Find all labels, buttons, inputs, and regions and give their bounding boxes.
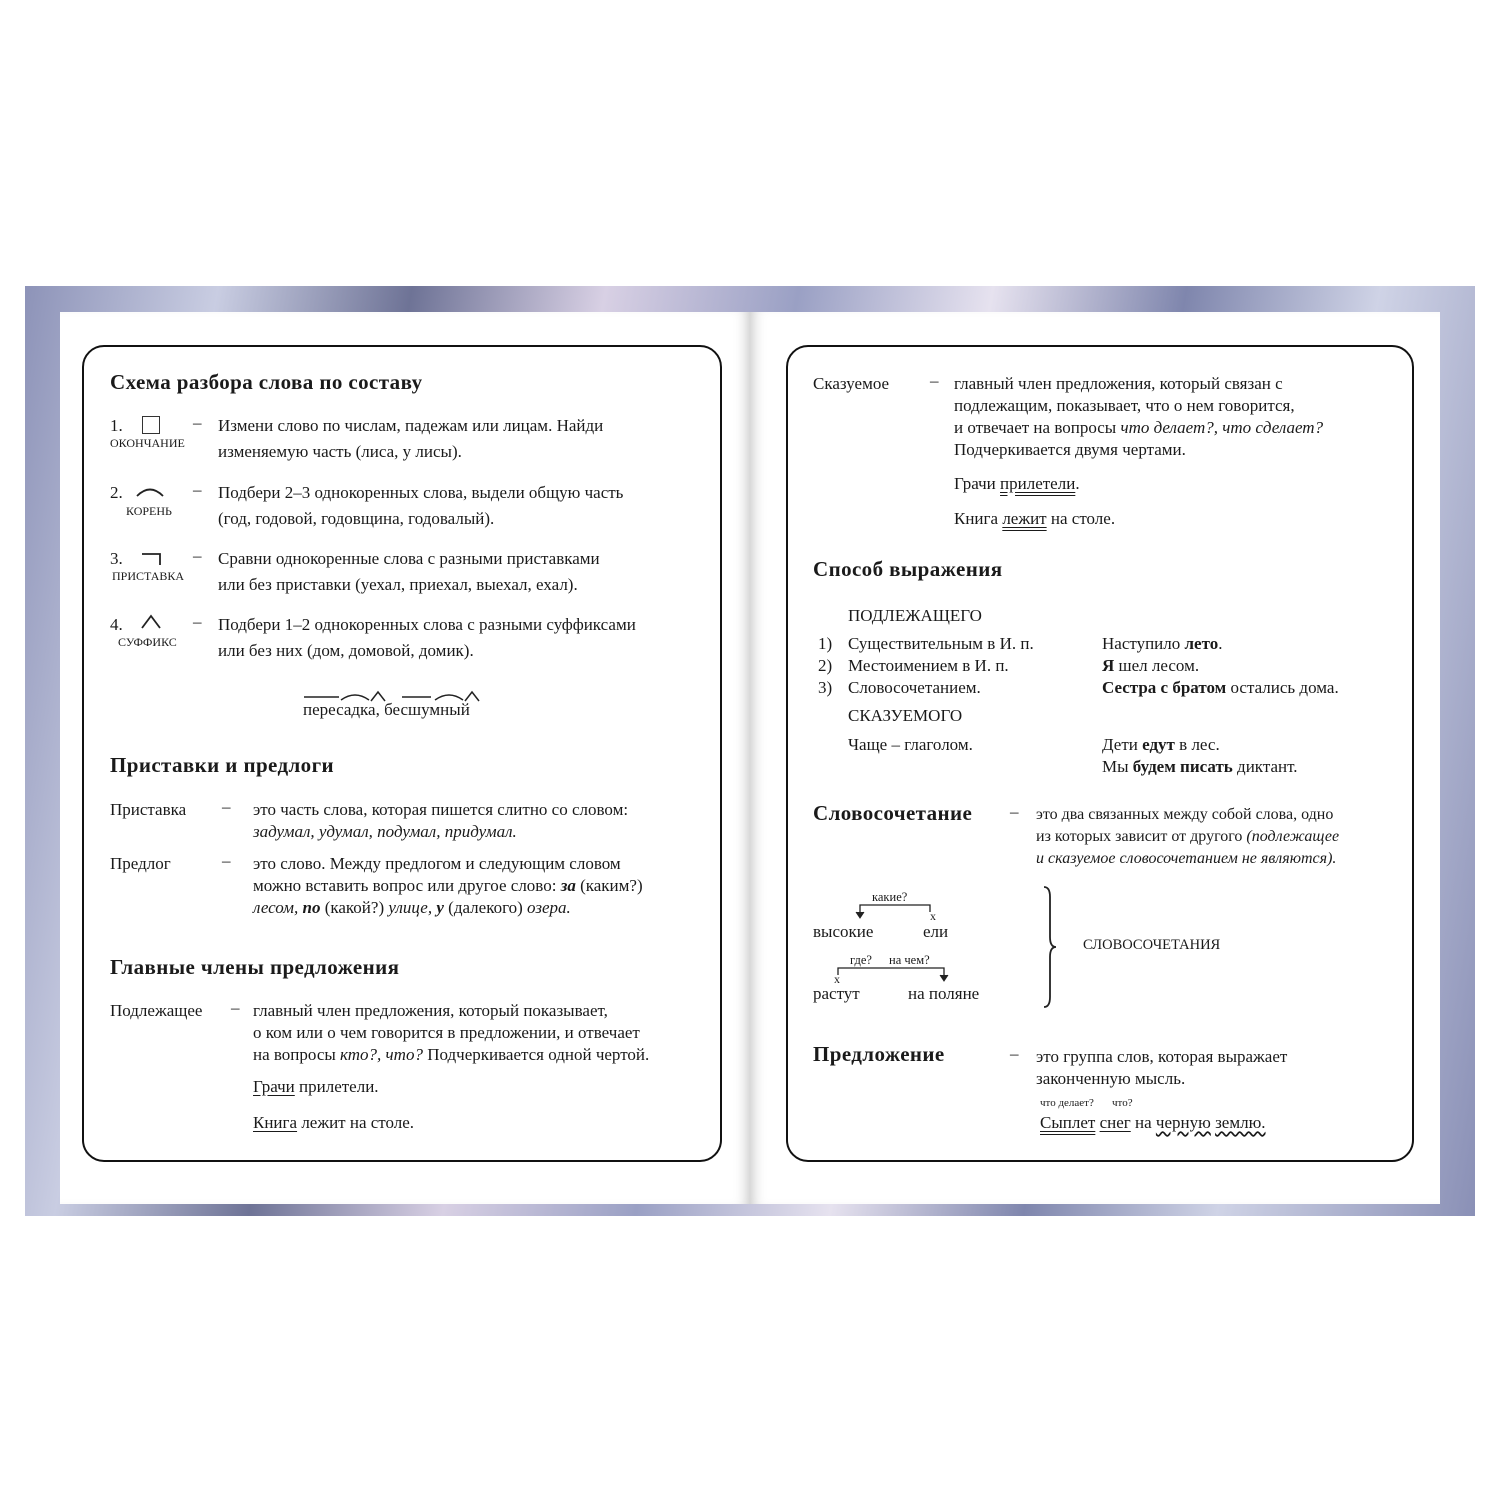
subject-def-1: главный член предложения, который показывает, [253,1001,608,1020]
diagram-1-word-1: высокие [813,922,874,941]
prefix-example: придумал. [444,822,517,841]
subject-word: Книга [253,1113,298,1132]
item-4-text-a: Подбери 1–2 однокоренных слова с разными суффиксами [218,615,636,634]
prefix-example: подумал, [377,822,441,841]
subj-row-1-way: Существительным в И. п. [848,634,1034,653]
prefix-examples [253,819,517,845]
morpheme-marks [303,691,503,703]
prefixes-title: Приставки и предлоги [110,753,335,777]
ex-post: остались дома. [1230,678,1339,697]
prefix-example: удумал, [318,822,373,841]
predicate-ex-rest: на столе. [1050,509,1116,528]
phrase-title: Словосочетание [813,801,973,825]
prep-ex: (каким?) [580,876,643,895]
prep-ex: озера. [527,898,571,917]
sentence-example [1040,1110,1266,1136]
prep-ex: по [302,898,321,917]
item-3-label: ПРИСТАВКА [112,569,185,583]
item-3-dash: – [193,546,202,565]
sentence-object: землю. [1215,1113,1266,1132]
predicate-header: СКАЗУЕМОГО [848,706,963,725]
item-2-dash: – [193,480,202,499]
pred-ex-line-2 [1102,754,1298,780]
ex-bold: будем писать [1132,757,1233,776]
prefix-icon [140,552,162,566]
prep-ex: у [436,898,444,917]
ex-word: диктант. [1237,757,1298,776]
item-1-text-a: Измени слово по числам, падежам или лицам. Найди [218,416,604,435]
diagram-2-question-2: на чем? [889,953,930,967]
item-4-label: СУФФИКС [118,635,177,649]
ending-icon [142,416,160,434]
phrase-def-2a: из которых зависит от другого [1036,828,1243,845]
prep-ex: за [560,876,576,895]
predicate-ex-word: Грачи [954,474,996,493]
sentence-word: на [1135,1113,1152,1132]
subj-row-3-num: 3) [818,678,833,697]
ex-bold: лето [1184,634,1219,653]
predicate-def-2: подлежащим, показывает, что о нем говорится, [954,396,1295,415]
predicate-ex-word: Книга [954,509,999,528]
predicate-def-4: Подчеркивается двумя чертами. [954,440,1186,459]
brace-icon [1040,885,1060,1009]
subj-row-2-num: 2) [818,656,833,675]
morpheme-example: пересадка, бесшумный [303,700,470,719]
item-2-text-a: Подбери 2–3 однокоренных слова, выдели общую часть [218,483,624,502]
subject-header: ПОДЛЕЖАЩЕГО [848,606,982,625]
prep-example-line [253,895,571,921]
ex-bold: едут [1142,735,1175,754]
item-2-label: КОРЕНЬ [126,504,172,518]
subject-def-3c: Подчеркивается одной чертой. [427,1045,650,1064]
item-2-num: 2. [110,483,123,502]
diagram-1-question: какие? [872,890,908,904]
predicate-dash: – [930,371,939,390]
phrase-dash: – [1010,802,1019,821]
prefix-def: это часть слова, которая пишется слитно со словом: [253,800,629,819]
diagram-2-question-1: где? [850,953,872,967]
item-4-text-b: или без них (дом, домовой, домик). [218,641,474,660]
phrase-def-3: и сказуемое словосочетанием не являются). [1036,850,1337,867]
diagram-1-arrow [852,904,942,920]
predicate-word: лежит [1002,509,1047,528]
diagram-2-word-2: на поляне [908,984,980,1003]
prep-def-2: можно вставить вопрос или другое слово: [253,876,557,895]
ex-post: . [1218,634,1223,653]
sentence-dash: – [1010,1044,1019,1063]
subj-row-1-num: 1) [818,634,833,653]
subj-row-3-way: Словосочетанием. [848,678,981,697]
sentence-def-2: законченную мысль. [1036,1069,1186,1088]
phrase-def-2i: (подлежащее [1246,828,1340,845]
prefix-dash: – [222,797,231,816]
prep-ex: (какой?) [324,898,385,917]
prep-dash: – [222,851,231,870]
predicate-term: Сказуемое [813,374,890,393]
prep-ex: лесом, [253,898,299,917]
subject-def-3 [253,1042,649,1068]
item-4-dash: – [193,612,202,631]
subject-rest: лежит на столе. [301,1113,415,1132]
item-3-text-b: или без приставки (уехал, приехал, выехал, ехал). [218,575,578,594]
subject-rest: прилетели. [299,1077,379,1096]
predicate-way: Чаще – глаголом. [848,735,973,754]
item-3-num: 3. [110,549,123,568]
subject-questions: кто?, что? [340,1045,423,1064]
predicate-example-2 [954,506,1115,532]
sentence-predicate: Сыплет [1040,1113,1096,1132]
ex-pre: Наступило [1102,634,1181,653]
subject-word: Грачи [253,1077,295,1096]
predicate-def-3a: и отвечает на вопросы [954,418,1117,437]
predicate-example-1: Грачи прилетели. [954,474,1080,493]
subject-example-1 [253,1074,379,1100]
expression-title: Способ выражения [813,557,1003,581]
subject-example-2 [253,1110,414,1136]
prep-def-1: это слово. Между предлогом и следующим словом [253,854,621,873]
main-members-title: Главные члены предложения [110,955,400,979]
subject-term: Подлежащее [110,1001,203,1020]
prefix-term: Приставка [110,800,187,819]
ex-word: в лес. [1179,735,1220,754]
item-4-num: 4. [110,615,123,634]
diagram-2-x: x [834,972,840,986]
ex-bold: Я [1102,656,1115,675]
diagram-1-word-2: ели [923,922,949,941]
phrases-label: СЛОВОСОЧЕТАНИЯ [1083,937,1221,953]
subj-row-2-way: Местоимением в И. п. [848,656,1009,675]
prep-ex: (далекого) [448,898,523,917]
ex-post: шел лесом. [1118,656,1200,675]
ex-bold: Сестра с братом [1102,678,1227,697]
ex-word: Мы [1102,757,1129,776]
subj-row-3-ex [1102,675,1339,701]
sentence-question-1: что делает? [1040,1097,1094,1109]
item-3-text-a: Сравни однокоренные слова с разными приставками [218,549,600,568]
sentence-subject: снег [1099,1113,1131,1132]
item-2-text-b: (год, годовой, годовщина, годовалый). [218,509,495,528]
subject-dash: – [231,998,240,1017]
item-1-label: ОКОНЧАНИЕ [110,436,185,450]
sentence-title: Предложение [813,1042,945,1066]
predicate-def-1: главный член предложения, который связан с [954,374,1283,393]
prep-term: Предлог [110,854,171,873]
prefix-example: задумал, [253,822,315,841]
sentence-def-1-text: это группа слов, которая выражает [1036,1047,1288,1066]
item-1-num: 1. [110,416,123,435]
item-1-dash: – [193,413,202,432]
subject-def-3a: на вопросы [253,1045,336,1064]
item-1-text-b: изменяемую часть (лиса, у лисы). [218,442,462,461]
predicate-questions: что делает?, что сделает? [1120,418,1324,437]
scheme-title: Схема разбора слова по составу [110,370,423,394]
suffix-icon [140,614,162,630]
subject-def-2: о ком или о чем говорится в предложении, и отвечает [253,1023,640,1042]
ex-word: Дети [1102,735,1138,754]
diagram-1-x: x [930,909,936,923]
predicate-word: прилетели [1000,474,1076,493]
root-icon [135,485,165,497]
sentence-attribute: черную [1155,1113,1211,1132]
phrase-def-1: это два связанных между собой слова, одно [1036,806,1334,823]
prep-ex: улице, [388,898,433,917]
diagram-2-word-1: растут [813,984,860,1003]
sentence-question-2: что? [1112,1097,1133,1109]
